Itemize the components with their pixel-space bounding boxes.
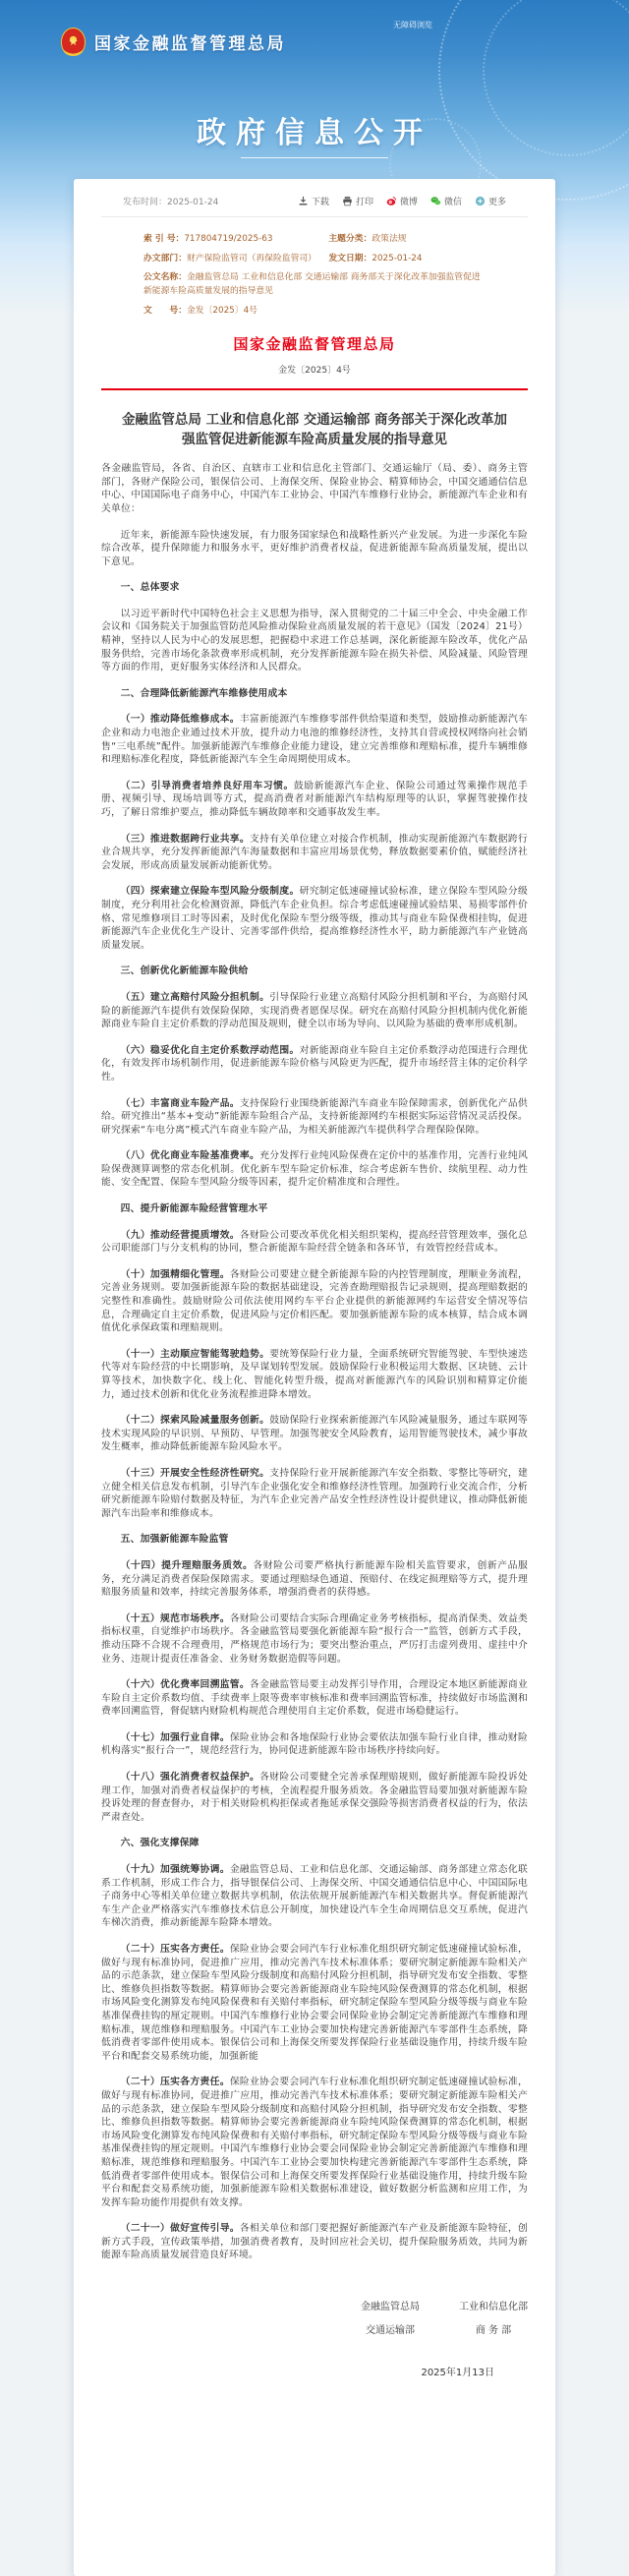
letterhead-doc-number: 金发〔2025〕4号 xyxy=(278,366,351,377)
action-label: 更多 xyxy=(487,198,506,207)
paragraph: （六）稳妥优化自主定价系数浮动范围。对新能源商业车险自主定价系数浮动范围进行合理优化，有效发挥市场机制作用，促进新能源车险价格与风险更为匹配，提升市场经营主体的定价科学性。 xyxy=(101,1044,528,1083)
paragraph: （十一）主动顺应智能驾驶趋势。要统筹保险行业力量，全面系统研究智能驾驶、车型快速迭代等对车险经营的中长期影响，及早谋划转型发展。鼓励保险行业积极运用大数据、区块链、云计算等技术，加快数字化、线上化、智能化转型升级，提高对新能源汽车的风险识别和精算定价能力，通过技术创新和优化业务流程推进降本增效。 xyxy=(101,1348,529,1400)
page-title: 政府信息公开 xyxy=(197,116,432,150)
paragraph: （五）建立高赔付风险分担机制。引导保险行业建立高赔付风险分担机制和平台，为高赔付风险的新能源汽车提供有效保险保障，实现消费者愿保尽保。研究在高赔付风险分担机制内优化新能源商业车险自主定价系数的浮动范围及规则，健全以市场为导向、以风险为基础的费率形成机制。 xyxy=(101,991,529,1030)
paragraph: （十四）提升理赔服务质效。各财险公司要严格执行新能源车险相关监管要求，创新产品服务，充分满足消费者保险保障需求。要通过理赔绿色通道、预赔付、在线定损理赔等方式，提升理赔服务质量和效率，持续完善服务体系，增强消费者的获得感。 xyxy=(101,1559,528,1599)
paragraph: （十九）加强统筹协调。金融监管总局、工业和信息化部、交通运输部、商务部建立常态化联系工作机制，形成工作合力，指导银保信公司、上海保交所、中国交通通信信息中心、中国国际电子商务中心等相关单位建立数据共享机制，依法依规开展新能源汽车相关数据共享。督促新能源汽车生产企业严格落实汽车维修技术信息公开制度，加快建设汽车全生命周期信息交互系统，促进汽车梯次消费，推动新能源车险降本增效。 xyxy=(101,1864,529,1929)
print-icon xyxy=(342,196,353,206)
section-heading: 一、总体要求 xyxy=(120,582,180,594)
paragraph: （二十一）做好宣传引导。各相关单位和部门要把握好新能源汽车产业及新能源车险特征，创新方式手段，宣传政策举措，加强消费者教育，及时回应社会关切，提升保险服务质效，共同为新能源车险高质量发展营造良好环境。 xyxy=(101,2223,528,2261)
paragraph: 近年来，新能源车险快速发展，有力服务国家绿色和战略性新兴产业发展。为进一步深化车险综合改革，提升保障能力和服务水平，更好维护消费者权益，促进新能源车险高质量发展，提出以下意见。 xyxy=(101,529,528,567)
signature-grid xyxy=(361,2298,528,2336)
download-button[interactable] xyxy=(298,195,329,207)
paragraph: （十）加强精细化管理。各财险公司要建立健全新能源车险的内控管理制度，理顺业务流程，完善业务规则。要加强新能源车险的数据基础建设，完善查勘理赔报告记录规则，提高理赔数据的完整性和准确性。鼓励财险公司依法使用网约车平台企业提供的新能源网约车运营安全情况等信息，合理确定自主定价系数，促进风险与定价相匹配。要加强新能源车险的成本核算，结合成本调值优化承保政策和理赔规则。 xyxy=(101,1268,529,1334)
more-button[interactable] xyxy=(475,195,506,207)
paragraph: 以习近平新时代中国特色社会主义思想为指导，深入贯彻党的二十届三中全会、中央金融工作会议和《国务院关于加强监管防范风险推动保险业高质量发展的若干意见》（国发〔2024〕21号）精神，坚持以人民为中心的发展思想，把握稳中求进工作总基调，深化新能源车险改革，优化产品服务供给，完善市场化条款费率形成机制，充分发挥新能源车险在损失补偿、风险减量、风险管理等方面的作用，更好服务实体经济和人民群众。 xyxy=(101,608,528,673)
signature-agency: 工业和信息化部 xyxy=(459,2302,528,2313)
meta-department: 办文部门：财产保险监管司（再保险监管司） xyxy=(143,253,316,263)
meta-topic: 主题分类：政策法规 xyxy=(328,234,407,244)
letterhead-agency: 国家金融监督管理总局 xyxy=(233,335,396,354)
paragraph: （十七）加强行业自律。保险业协会和各地保险行业协会要依法加强车险行业自律，推动财险机构落实“报行合一”，规范经营行为，协同促进新能源车险市场秩序持续向好。 xyxy=(101,1731,529,1757)
meta-row xyxy=(143,253,486,266)
section-heading: 六、强化支撑保障 xyxy=(120,1838,200,1849)
meta-index: 索 引 号：717804719/2025-63 xyxy=(143,234,273,244)
paragraph: 各金融监管局，各省、自治区、直辖市工业和信息化主管部门、交通运输厅（局、委）、商务主管部门，各财产保险公司，银保信公司、上海保交所、保险业协会、精算师协会，中国交通通信信息中心、中国国际电子商务中心，中国汽车工业协会、中国汽车维修行业协会，新能源汽车企业和有关单位： xyxy=(101,463,528,514)
document-meta xyxy=(143,233,486,318)
content-card xyxy=(74,179,555,2576)
letterhead-divider xyxy=(101,388,528,390)
paragraph: （四）探索建立保险车型风险分级制度。研究制定低速碰撞试验标准，建立保险车型风险分级制度，充分利用社会化检测资源，降低汽车企业负担。综合考虑低速碰撞试验结果、易损零部件价格、常见维修项目工时等因素，及时优化保险车型分级等级，推动其与商业车险保费相挂钩，促进新能源汽车企业优化生产设计、完善零部件供给，提高维修经济性水平，助力新能源汽车产业链高质量发展。 xyxy=(101,886,528,951)
paragraph: （十八）强化消费者权益保护。各财险公司要健全完善承保理赔规则，做好新能源车险投诉处理工作，加强对消费者权益保护的考核，全流程提升服务质效。各金融监管局要加强对新能源车险投诉处理的督查督办，对于相关财险机构拒保或者拖延承保交强险等损害消费者权益的行为，依法严肃查处。 xyxy=(101,1772,528,1823)
publish-date-label: 发布时间： xyxy=(123,198,168,207)
site-name: 国家金融监督管理总局 xyxy=(94,34,286,54)
action-label: 下载 xyxy=(311,198,329,207)
meta-issue-date: 发文日期：2025-01-24 xyxy=(328,253,423,263)
section-heading: 五、加强新能源车险监管 xyxy=(120,1534,229,1546)
download-icon xyxy=(298,196,309,206)
action-label: 微信 xyxy=(443,198,462,207)
paragraph: （十五）规范市场秩序。各财险公司要结合实际合理确定业务考核指标，提高消保类、效益类指标权重，自觉维护市场秩序。各金融监管局要强化新能源车险“报行合一”监管，创新方式手段，推动压降不合规不合理费用，严格规范市场行为；要突出整治重点，严厉打击虚列费用、虚挂中介业务、违规计提责任准备金、业务财务数据造假等问题。 xyxy=(101,1612,529,1665)
print-button[interactable] xyxy=(342,195,373,207)
section-heading: 二、合理降低新能源汽车维修使用成本 xyxy=(120,687,288,699)
publish-date-value: 2025-01-24 xyxy=(167,198,219,207)
action-label: 打印 xyxy=(355,198,373,207)
paragraph: （二十）压实各方责任。保险业协会要会同汽车行业标准化组织研究制定低速碰撞试验标准，做好与现有标准协同，促进推广应用，推动完善汽车技术标准体系；要研究制定新能源车险相关产品的示范条款，建立保险车型风险分级制度和高赔付风险分担机制，指导研究发布安全指数、零整比、维修负担指数等数据。精算师协会要完善新能源商业车险纯风险保费测算的常态化机制，根据市场风险变化测算发布纯风险保费和有关赔付率指标，研究制定保险车型风险分级等级与商业车险基准保费挂钩的厘定规则。中国汽车维修行业协会要会同保险业协会制定完善新能源汽车维修和理赔标准，规范维修和理赔服务。中国汽车工业协会要加快构建完善新能源汽车零部件生态系统，降低消费者零部件使用成本。银保信公司和上海保交所要发挥保险行业基础设施作用，持续升级车险平台和配套交易系统功能，加强新能源车险相关数据标准建设，做好数据分析监测和应用工作，为发挥车险功能作用提供有效支撑。 xyxy=(101,2077,529,2208)
paragraph: （九）推动经营提质增效。各财险公司要改革优化相关组织架构，提高经营管理效率，强化总公司职能部门与分支机构的协同，整合新能源车险经营全链条和各环节，有效管控经营成本。 xyxy=(101,1229,528,1255)
paragraph: （八）优化商业车险基准费率。充分发挥行业纯风险保费在定价中的基准作用，完善行业纯风险保费测算调整的常态化机制。优化新车型车险定价标准，综合考虑新车售价、续航里程、动力性能、安全配置、保险车型风险分级等因素，提升定价精准度和合理性。 xyxy=(101,1150,528,1189)
section-heading: 三、创新优化新能源车险供给 xyxy=(120,966,249,977)
weibo-icon xyxy=(386,196,397,206)
signature-agency: 金融监管总局 xyxy=(361,2302,420,2313)
signature-agency: 商 务 部 xyxy=(475,2325,512,2337)
section-heading: 四、提升新能源车险经营管理水平 xyxy=(120,1203,268,1215)
more-icon xyxy=(475,196,486,206)
document-title: 金融监管总局 工业和信息化部 交通运输部 商务部关于深化改革加强监管促进新能源车险高质量发展的指导意见 xyxy=(121,412,508,448)
accessibility-link[interactable]: 无障碍浏览 xyxy=(393,21,432,29)
meta-row xyxy=(143,233,486,247)
signature-agency: 交通运输部 xyxy=(366,2325,415,2337)
paragraph: （十三）开展安全性经济性研究。支持保险行业开展新能源汽车安全指数、零整比等研究，建立健全相关信息发布机制，引导汽车企业强化安全和维修经济性管理。加强跨行业交流合作，分析研究新能源车险赔付数据及特征，为汽车企业完善产品安全性经济性设计提供建议，推动降低新能源汽车出险率和维修成本。 xyxy=(101,1467,529,1519)
paragraph: （十二）探索风险减量服务创新。鼓励保险行业探索新能源汽车风险减量服务，通过车联网等技术实现风险的早识别、早预防、早管理。加强驾驶安全风险教育，运用智能驾驶技术，减少事故发生概率，推动降低新能源车险风险水平。 xyxy=(101,1415,529,1453)
signature-block xyxy=(101,2298,528,2378)
paragraph: （十六）优化费率回溯监管。各金融监管局要主动发挥引导作用，合理设定本地区新能源商业车险自主定价系数均值、手续费率上限等费率审核标准和费率回溯监管标准，持续做好市场监测和费率回溯监管，督促辖内财险机构规范合理使用自主定价系数，促进市场稳健运行。 xyxy=(101,1679,528,1718)
site-logo-row xyxy=(61,28,286,56)
meta-document-number: 文 号：金发〔2025〕4号 xyxy=(143,305,257,316)
paragraph: （三）推进数据跨行业共享。支持有关单位建立对接合作机制，推动实现新能源汽车数据跨行业合规共享，充分发挥新能源汽车海量数据和丰富应用场景优势，释放数据要素价值，赋能经济社会发展，形成高质量发展新动能新优势。 xyxy=(101,833,528,871)
paragraph: （二十）压实各方责任。保险业协会要会同汽车行业标准化组织研究制定低速碰撞试验标准，做好与现有标准协同，促进推广应用，推动完善汽车技术标准体系；要研究制定新能源车险相关产品的示范条款，建立保险车型风险分级制度和高赔付风险分担机制，指导研究发布安全指数、零整比、维修负担指数等数据。精算师协会要完善新能源商业车险纯风险保费测算的常态化机制，根据市场风险变化测算发布纯风险保费和有关赔付率指标，研究制定保险车型风险分级等级与商业车险基准保费挂钩的厘定规则。中国汽车维修行业协会要会同保险业协会制定完善新能源汽车维修和理赔标准，规范维修和理赔服务。中国汽车工业协会要加快构建完善新能源汽车零部件生态系统，降低消费者零部件使用成本。银保信公司和上海保交所要发挥保险行业基础设施作用，持续升级车险平台和配套交易系统功能，加强新能 xyxy=(101,1944,529,2062)
title-underline xyxy=(241,157,388,158)
publish-date xyxy=(123,195,218,207)
signature-date: 2025年1月13日 xyxy=(421,2368,494,2379)
document-body xyxy=(101,462,528,2262)
paragraph: （一）推动降低维修成本。丰富新能源汽车维修零部件供给渠道和类型，鼓励推动新能源汽车企业和动力电池企业通过技术开放，提升动力电池的维修经济性，支持其自营或授权网络向社会销售“三电系统”配件。加强新能源汽车维修企业能力建设，建立完善维修和理赔标准，提升车辆维修和理赔标准化程度，降低新能源汽车全生命周期使用成本。 xyxy=(101,714,528,766)
paragraph: （二）引导消费者培养良好用车习惯。鼓励新能源汽车企业、保险公司通过驾乘操作规范手册、视频引导、现场培训等方式，提高消费者对新能源汽车结构原理等的认识，掌握驾驶操作技巧，了解日常维护要点，推动降低车辆故障率和交通事故发生率。 xyxy=(101,780,528,818)
letterhead xyxy=(101,333,528,390)
meta-document-name: 公文名称：金融监管总局 工业和信息化部 交通运输部 商务部关于深化改革加强监管促进新能源车险高质量发展的指导意见 xyxy=(143,272,481,296)
paragraph: （七）丰富商业车险产品。支持保险行业围绕新能源汽车商业车险保障需求，创新优化产品供给。研究推出“基本+变动”新能源车险组合产品，支持新能源网约车根据实际运营情况灵活投保。研究探索“车电分离”模式汽车商业车险产品，为相关新能源汽车提供科学合理保险保障。 xyxy=(101,1097,528,1136)
national-emblem-icon: ★ xyxy=(61,28,86,56)
action-label: 微博 xyxy=(399,198,418,207)
